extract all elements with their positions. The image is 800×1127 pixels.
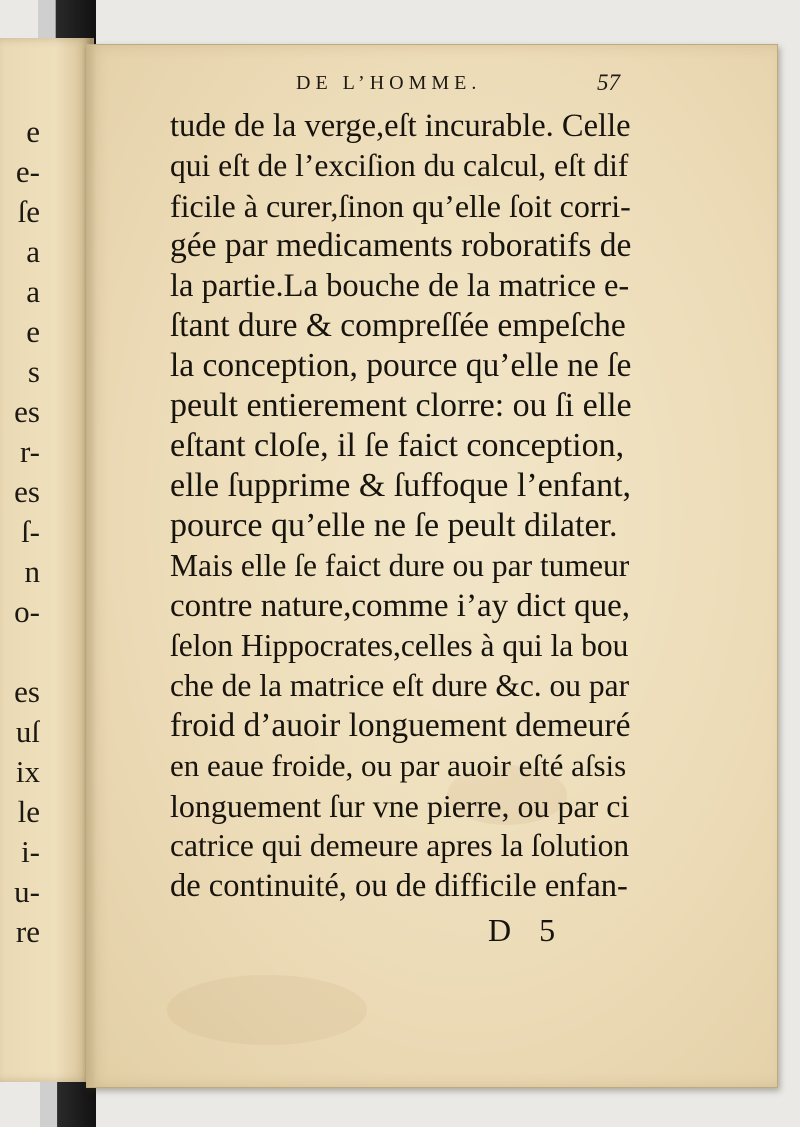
text-line: contre nature,comme i’ay dict que, [170, 588, 630, 624]
text-line: qui eſt de l’exciſion du calcul, eſt dif [170, 148, 629, 183]
text-line: ficile à curer,ſinon qu’elle ſoit corri- [170, 188, 631, 224]
left-page-fragment: ſe [17, 196, 40, 227]
text-line: catrice qui demeure apres la ſolution [170, 828, 630, 863]
page-gutter-shadow [86, 44, 96, 1086]
left-page-fragment: le [17, 796, 40, 827]
paper-stain [167, 975, 367, 1045]
text-line: gée par medicaments roboratifs de [170, 227, 632, 264]
left-page-fragment: uſ [15, 716, 40, 747]
text-line: la conception, pource qu’elle ne ſe [170, 347, 632, 384]
text-line: la partie.La bouche de la matrice e- [170, 268, 630, 304]
left-page-fragment: r- [19, 436, 40, 467]
text-line: Mais elle ſe faict dure ou par tumeur [170, 548, 630, 583]
text-line: tude de la verge,eſt incurable. Celle [170, 108, 631, 144]
text-line: de continuité, ou de difficile enfan- [170, 868, 628, 904]
left-page-fragment: ix [15, 756, 40, 787]
left-page-fragment: o- [14, 596, 40, 627]
left-page-fragment: e [26, 116, 40, 147]
text-line: ſelon Hippocrates,celles à qui la bou [170, 628, 629, 663]
text-line: longuement ſur vne pierre, ou par ci [170, 788, 630, 824]
text-line: che de la matrice eſt dure &c. ou par [170, 668, 630, 703]
left-page [0, 38, 94, 1082]
left-page-fragment: a [26, 236, 40, 267]
left-page-fragment: es [14, 396, 40, 427]
left-page-fragment: u- [14, 876, 40, 907]
left-page-fragment: a [26, 276, 40, 307]
text-line: peult entierement clorre: ou ſi elle [170, 387, 632, 424]
text-line: eſtant cloſe, il ſe faict conception, [170, 427, 625, 464]
left-page-fragment: e- [15, 156, 40, 187]
text-line: ſtant dure & compreſſée empeſche [170, 307, 626, 344]
left-page-fragment: s [27, 356, 40, 387]
left-page-fragment: e [26, 316, 40, 347]
left-page-fragment: re [15, 916, 40, 947]
text-line: elle ſupprime & ſuffoque l’enfant, [170, 467, 632, 504]
signature-mark: D 5 [488, 912, 566, 948]
left-page-fragment: n [24, 556, 40, 587]
page-number: 57 [597, 70, 620, 95]
text-line: en eaue froide, ou par auoir eſté aſsis [170, 748, 627, 783]
left-page-fragment: es [14, 476, 40, 507]
text-line: froid d’auoir longuement demeuré [170, 707, 631, 744]
left-page-fragment: ſ- [21, 516, 40, 547]
text-line: pource qu’elle ne ſe peult dilater. [170, 507, 618, 544]
left-page-fragment: i- [21, 836, 40, 867]
running-head: DE L’HOMME. [296, 72, 482, 94]
left-page-fragment: es [14, 676, 40, 707]
